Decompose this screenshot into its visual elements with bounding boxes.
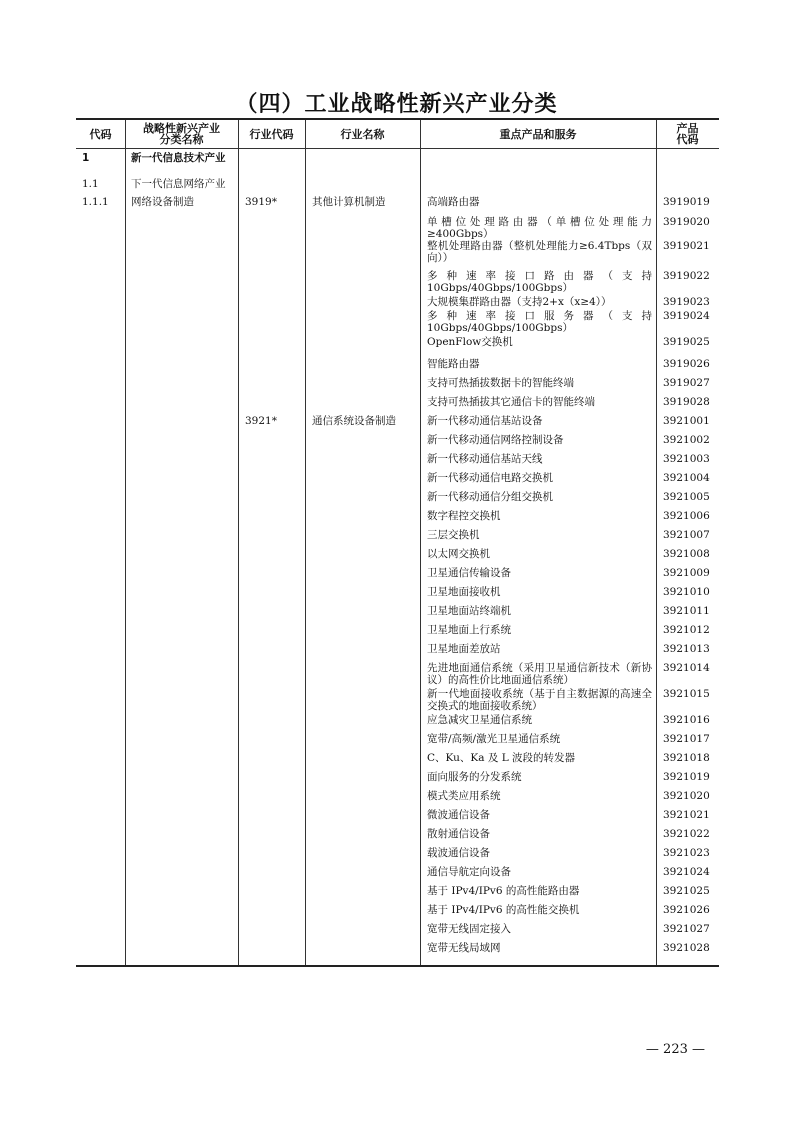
cell-product-code: 3919027 [663, 377, 710, 389]
cell-product: C、Ku、Ka 及 L 波段的转发器 [427, 752, 575, 764]
table-row [76, 240, 719, 270]
cell-product-code: 3919026 [663, 358, 710, 370]
table-row [76, 942, 719, 961]
table-row [76, 415, 719, 434]
cell-product-code: 3919019 [663, 196, 710, 208]
table-row [76, 847, 719, 866]
cell-product-code: 3921014 [663, 662, 710, 674]
cell-product-code: 3921021 [663, 809, 710, 821]
cell-product-code: 3921002 [663, 434, 710, 446]
table-row [76, 152, 719, 178]
cell-product: 先进地面通信系统（采用卫星通信新技术（新协议）的高性价比地面通信系统） [427, 662, 652, 686]
header-product-code [656, 120, 719, 148]
cell-product: 微波通信设备 [427, 809, 490, 821]
cell-product: 卫星地面上行系统 [427, 624, 511, 636]
table-row [76, 688, 719, 714]
table-row [76, 828, 719, 847]
cell-product: 支持可热插拔其它通信卡的智能终端 [427, 396, 595, 408]
table-row [76, 885, 719, 904]
cell-product-code: 3919023 [663, 296, 710, 308]
cell-product: 基于 IPv4/IPv6 的高性能交换机 [427, 904, 580, 916]
cell-product: 新一代地面接收系统（基于自主数据源的高速全交换式的地面接收系统） [427, 688, 652, 712]
table-row [76, 605, 719, 624]
cell-product-code: 3919028 [663, 396, 710, 408]
table-row [76, 491, 719, 510]
cell-product-code: 3919025 [663, 336, 710, 348]
cell-product: 新一代移动通信基站设备 [427, 415, 543, 427]
cell-product-code: 3921007 [663, 529, 710, 541]
cell-product: 面向服务的分发系统 [427, 771, 522, 783]
cell-product: 单槽位处理路由器（单槽位处理能力≥400Gbps） [427, 216, 652, 240]
table-row [76, 752, 719, 771]
cell-product-code: 3921020 [663, 790, 710, 802]
cell-product: 宽带无线固定接入 [427, 923, 511, 935]
cell-product-code: 3921018 [663, 752, 710, 764]
cell-product-code: 3919020 [663, 216, 710, 228]
cell-product-code: 3921023 [663, 847, 710, 859]
classification-table [76, 118, 719, 967]
table-row [76, 714, 719, 733]
cell-product-code: 3921025 [663, 885, 710, 897]
cell-code: 1 [82, 152, 90, 164]
table-row [76, 624, 719, 643]
table-row [76, 196, 719, 216]
cell-industry-name: 其他计算机制造 [312, 196, 386, 208]
cell-product-code: 3921009 [663, 567, 710, 579]
cell-category: 新一代信息技术产业 [131, 152, 226, 164]
table-row [76, 529, 719, 548]
cell-product-code: 3921024 [663, 866, 710, 878]
header-products [420, 120, 656, 148]
cell-product: 模式类应用系统 [427, 790, 501, 802]
table-row [76, 310, 719, 336]
table-row [76, 178, 719, 196]
cell-product: 支持可热插拔数据卡的智能终端 [427, 377, 574, 389]
cell-product: 载波通信设备 [427, 847, 490, 859]
cell-product: 高端路由器 [427, 196, 480, 208]
header-products-label: 重点产品和服务 [499, 127, 577, 141]
cell-product-code: 3921004 [663, 472, 710, 484]
table-row [76, 336, 719, 358]
cell-industry-code: 3919* [245, 196, 277, 208]
table-row [76, 358, 719, 377]
table-row [76, 377, 719, 396]
header-code-label: 代码 [89, 127, 112, 141]
cell-product-code: 3921006 [663, 510, 710, 522]
cell-product: 三层交换机 [427, 529, 480, 541]
cell-product: 基于 IPv4/IPv6 的高性能路由器 [427, 885, 580, 897]
header-product-code-line2: 代码 [676, 133, 699, 146]
header-industry-code-label: 行业代码 [249, 127, 294, 141]
cell-category: 下一代信息网络产业 [131, 178, 226, 190]
cell-product-code: 3921005 [663, 491, 710, 503]
table-row [76, 296, 719, 310]
cell-product-code: 3919022 [663, 270, 710, 282]
cell-industry-name: 通信系统设备制造 [312, 415, 396, 427]
cell-product-code: 3919021 [663, 240, 710, 252]
cell-product-code: 3921001 [663, 415, 710, 427]
table-row [76, 733, 719, 752]
header-category-line1: 战略性新兴产业 [143, 122, 220, 135]
cell-product: 宽带/高频/激光卫星通信系统 [427, 733, 561, 745]
cell-product: 应急减灾卫星通信系统 [427, 714, 532, 726]
cell-product-code: 3921003 [663, 453, 710, 465]
cell-product: 卫星通信传输设备 [427, 567, 511, 579]
header-category [125, 120, 238, 148]
cell-product-code: 3921017 [663, 733, 710, 745]
cell-product: 多种速率接口服务器（支持10Gbps/40Gbps/100Gbps） [427, 310, 652, 334]
cell-industry-code: 3921* [245, 415, 277, 427]
cell-product: 大规模集群路由器（支持2+x（x≥4）） [427, 296, 612, 308]
table-row [76, 396, 719, 415]
cell-product-code: 3921008 [663, 548, 710, 560]
header-product-code-line1: 产品 [676, 122, 699, 135]
table-row [76, 643, 719, 662]
cell-product: 智能路由器 [427, 358, 480, 370]
cell-product-code: 3921012 [663, 624, 710, 636]
cell-product: 卫星地面差放站 [427, 643, 501, 655]
cell-product-code: 3921027 [663, 923, 710, 935]
cell-product: 数字程控交换机 [427, 510, 501, 522]
page-title: （四）工业战略性新兴产业分类 [235, 92, 558, 117]
table-row [76, 904, 719, 923]
table-row [76, 548, 719, 567]
cell-product: 卫星地面接收机 [427, 586, 501, 598]
table-row [76, 453, 719, 472]
cell-product-code: 3921010 [663, 586, 710, 598]
table-row [76, 923, 719, 942]
cell-product: 卫星地面站终端机 [427, 605, 511, 617]
table-row [76, 434, 719, 453]
cell-code: 1.1 [82, 178, 99, 190]
table-row [76, 809, 719, 828]
cell-product: 宽带无线局域网 [427, 942, 501, 954]
cell-product: 以太网交换机 [427, 548, 490, 560]
table-row [76, 216, 719, 240]
cell-product-code: 3921022 [663, 828, 710, 840]
cell-product: 散射通信设备 [427, 828, 490, 840]
cell-category: 网络设备制造 [131, 196, 194, 208]
cell-product-code: 3921013 [663, 643, 710, 655]
cell-product: OpenFlow交换机 [427, 336, 513, 348]
page-number: — 223 — [645, 1042, 705, 1057]
cell-product: 多种速率接口路由器（支持10Gbps/40Gbps/100Gbps） [427, 270, 652, 294]
cell-product-code: 3921016 [663, 714, 710, 726]
table-body [76, 149, 719, 965]
table-row [76, 472, 719, 491]
header-industry-code [238, 120, 305, 148]
cell-product: 新一代移动通信分组交换机 [427, 491, 553, 503]
table-row [76, 567, 719, 586]
table-row [76, 790, 719, 809]
cell-product-code: 3921019 [663, 771, 710, 783]
table-row [76, 866, 719, 885]
table-row [76, 270, 719, 296]
table-row [76, 510, 719, 529]
table-row [76, 662, 719, 688]
cell-product-code: 3919024 [663, 310, 710, 322]
table-header [76, 120, 719, 149]
cell-product: 新一代移动通信电路交换机 [427, 472, 553, 484]
header-category-line2: 分类名称 [159, 133, 204, 146]
table-row [76, 771, 719, 790]
header-industry-name [305, 120, 420, 148]
cell-product-code: 3921028 [663, 942, 710, 954]
cell-product-code: 3921011 [663, 605, 710, 617]
cell-product: 通信导航定向设备 [427, 866, 511, 878]
cell-product: 整机处理路由器（整机处理能力≥6.4Tbps（双向）） [427, 240, 652, 264]
cell-product-code: 3921015 [663, 688, 710, 700]
header-code [76, 120, 125, 148]
cell-product-code: 3921026 [663, 904, 710, 916]
table-row [76, 586, 719, 605]
cell-product: 新一代移动通信基站天线 [427, 453, 543, 465]
cell-product: 新一代移动通信网络控制设备 [427, 434, 564, 446]
cell-code: 1.1.1 [82, 196, 109, 208]
header-industry-name-label: 行业名称 [340, 127, 385, 141]
